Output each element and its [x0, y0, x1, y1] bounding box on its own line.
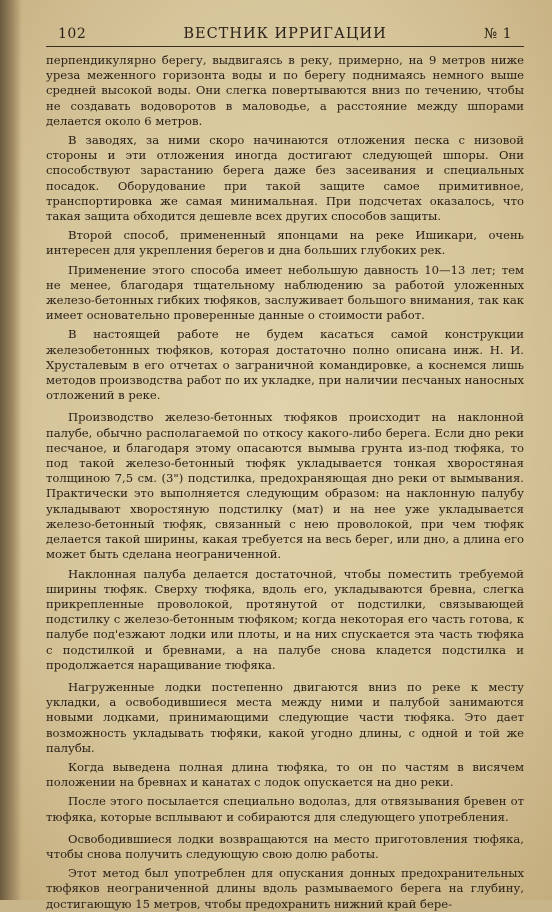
- paragraph: Нагруженные лодки постепенно двигаются вниз по реке к месту укладки, а освободившиеся места между ними и палубой занимаются новыми лодками, принимающими следующие части тюфяка. Это дает возможность укладывать тюфяки, какой угодно длины, с одной и той же палубы.: [46, 679, 524, 755]
- book-spine-shadow: [0, 0, 22, 900]
- paragraph: В настоящей работе не будем касаться самой конструкции железобетонных тюфяков, которая достаточно полно описана инж. Н. И. Хрусталевым в его отчетах о заграничной командировке, а коснемся лишь методов производства работ по их укладке, при наличии песчаных наносных отложений в реке.: [46, 327, 524, 403]
- journal-title: ВЕСТНИК ИРРИГАЦИИ: [183, 26, 387, 42]
- paragraph: В заводях, за ними скоро начинаются отложения песка с низовой стороны и эти отложения иногда достигают следующей шпоры. Они способствуют зарастанию берега даже без засеивания и специальных посадок. Оборудование при такой защите самое примитивное, транспортировка же самая минимальная. При подсчетах оказалось, что такая защита обходится дешевле всех других способов защиты.: [46, 133, 524, 224]
- paragraph: Этот метод был употреблен для опускания донных предохранительных тюфяков неограниченной длины вдоль размываемого берега на глубину, достигающую 15 метров, чтобы предохранить нижний край бере-: [46, 866, 524, 911]
- issue-number: № 1: [483, 26, 512, 42]
- page-number: 102: [58, 26, 87, 42]
- paragraph: Освободившиеся лодки возвращаются на место приготовления тюфяка, чтобы снова получить следующую свою долю работы.: [46, 831, 524, 861]
- paragraph: Наклонная палуба делается достаточной, чтобы поместить требуемой ширины тюфяк. Сверху тюфяка, вдоль его, укладываются бревна, слегка прикрепленные проволокой, протянутой от подстилки, связывающей подстилку с железо-бетонным тюфяком; когда некоторая его часть готова, к палубе под'езжают лодки или плоты, и на них спускается эта часть тюфяка с подстилкой и бревнами, а на палубе снова кладется подстилка и продолжается наращивание тюфяка.: [46, 566, 524, 672]
- paragraph: Производство железо-бетонных тюфяков происходит на наклонной палубе, обычно располагаемой по откосу какого-либо берега. Если дно реки песчаное, и благодаря этому опасаются вымыва грунта из-под тюфяка, то под такой железо-бетонный тюфяк укладывается тонкая хворостяная толщиною 7,5 см. (3") подстилка, предохраняющая дно реки от вымывания. Практически это выполняется следующим образом: на наклонную палубу укладывают хворостяную подстилку (мат) и на нее уже укладывается железо-бетонный тюфяк, связанный с нею проволокой, при чем тюфяк делается такой ширины, какая требуется на весь берег, или дно, а длина его может быть сделана неограниченной.: [46, 410, 524, 562]
- paragraph: Применение этого способа имеет небольшую давность 10—13 лет; тем не менее, благодаря тщательному наблюдению за работой уложенных железо-бетонных гибких тюфяков, заслуживает большого внимания, так как имеет основательно проверенные данные о стоимости работ.: [46, 262, 524, 323]
- paragraph: Когда выведена полная длина тюфяка, то он по частям в висячем положении на бревнах и канатах с лодок опускается на дно реки.: [46, 759, 524, 790]
- paragraph: перпендикулярно берегу, выдвигаясь в реку, примерно, на 9 метров ниже уреза меженного горизонта воды и по берегу поднимаясь немного выше средней высокой воды. Они слегка повертываются вниз по течению, чтобы не создавать водоворотов в маловодье, а расстояние между шпорами делается около 6 метров.: [46, 53, 524, 128]
- article-body: [46, 53, 524, 912]
- paragraph: После этого посылается специально водолаз, для отвязывания бревен от тюфяка, которые всплывают и собираются для следующего употребления.: [46, 794, 524, 824]
- paragraph: Второй способ, примененный японцами на реке Ишикари, очень интересен для укрепления берегов и дна больших глубоких рек.: [46, 228, 524, 258]
- running-header: [46, 26, 524, 47]
